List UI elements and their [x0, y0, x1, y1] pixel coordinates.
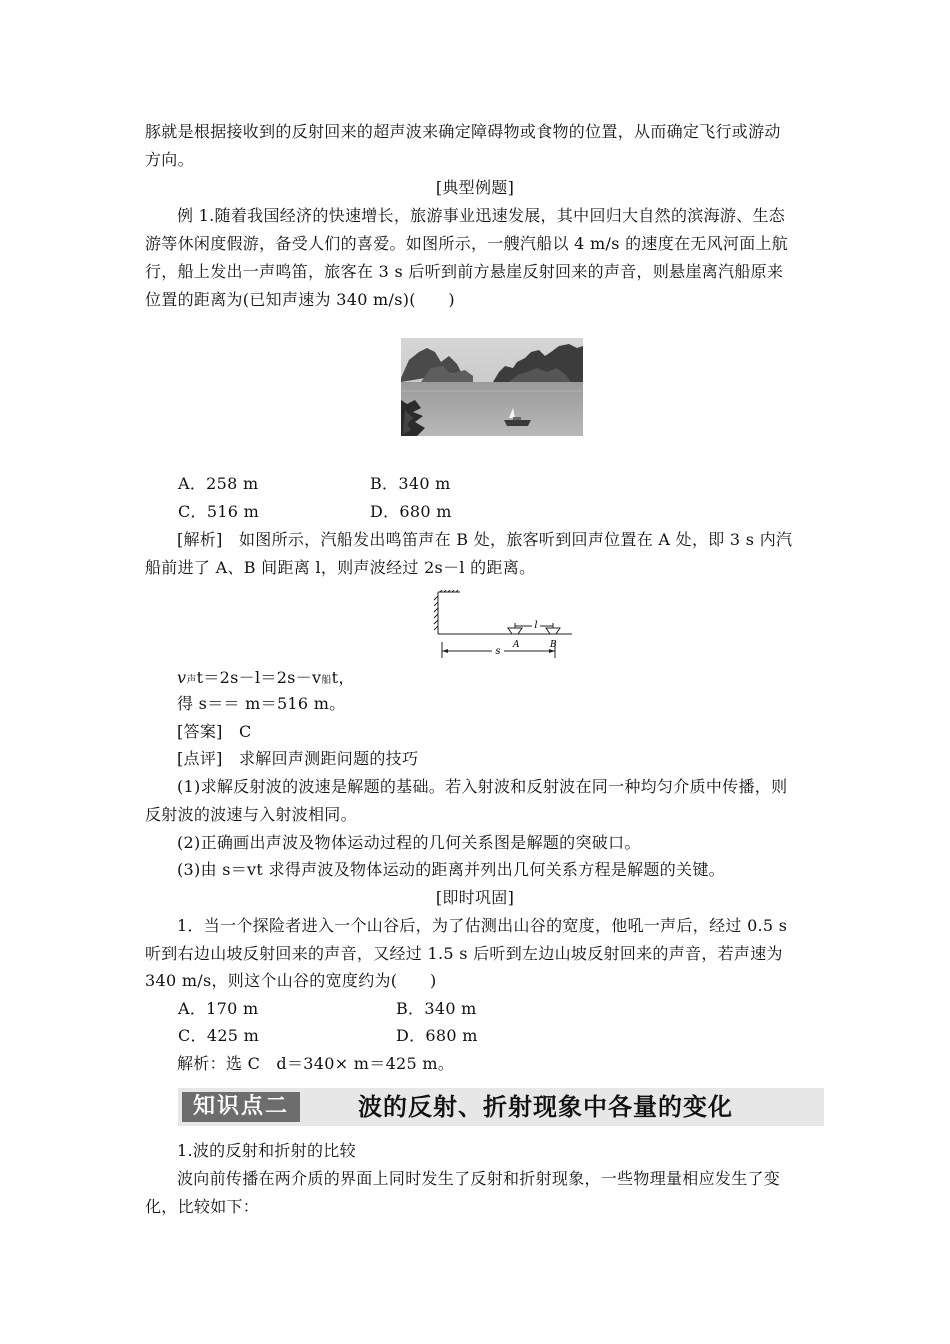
example-option-d: D．680 m	[370, 502, 452, 521]
example-option-c: C．516 m	[178, 502, 260, 521]
comment-heading: [点评] 求解回声测距问题的技巧	[177, 749, 419, 768]
eq-sub-sound: 声	[186, 675, 197, 686]
section-title: 波的反射、折射现象中各量的变化	[358, 1093, 733, 1121]
tip-3: (3)由 s＝vt 求得声波及物体运动的距离并列出几何关系方程是解题的关键。	[177, 860, 725, 879]
practice-question-line-2: 听到右边山坡反射回来的声音，又经过 1.5 s 后听到左边山坡反射回来的声音，若声速为	[145, 944, 783, 963]
section-banner	[178, 1088, 824, 1126]
diagram-label-a: A	[513, 640, 520, 650]
analysis-line-1: [解析] 如图所示，汽船发出鸣笛声在 B 处，旅客听到回声位置在 A 处，即 3 s 内汽	[177, 530, 793, 549]
body-line-2: 化，比较如下：	[145, 1197, 260, 1216]
practice-option-c: C．425 m	[178, 1026, 260, 1045]
practice-heading: [即时巩固]	[435, 888, 515, 907]
example-question-line-3: 行，船上发出一声鸣笛，旅客在 3 s 后听到前方悬崖反射回来的声音，则悬崖离汽船原来	[145, 262, 784, 281]
subsection-heading: 1.波的反射和折射的比较	[177, 1141, 356, 1160]
eq-sub-ship: 船	[321, 675, 332, 686]
example-question-line-2: 游等休闲度假游，备受人们的喜爱。如图所示，一艘汽船以 4 m/s 的速度在无风河面上航	[145, 234, 789, 253]
tip-2: (2)正确画出声波及物体运动过程的几何关系图是解题的突破口。	[177, 833, 641, 852]
section-tag: 知识点二	[182, 1092, 300, 1122]
analysis-line-2: 船前进了 A、B 间距离 l，则声波经过 2s－l 的距离。	[145, 558, 536, 577]
body-line-1: 波向前传播在两介质的界面上同时发生了反射和折射现象，一些物理量相应发生了变	[177, 1169, 781, 1188]
practice-option-b: B．340 m	[396, 999, 477, 1018]
answer-line: [答案] C	[177, 722, 252, 741]
echo-distance-diagram	[430, 590, 580, 660]
tip-1-line-2: 反射波的波速与入射波相同。	[145, 805, 357, 824]
equation-line-2: 得 s＝＝ m＝516 m。	[177, 694, 346, 713]
intro-line-1: 豚就是根据接收到的反射回来的超声波来确定障碍物或食物的位置，从而确定飞行或游动	[145, 122, 781, 141]
eq-middle: t＝2s－l＝2s－v	[196, 668, 322, 687]
cliff-lake-photo	[401, 338, 583, 436]
diagram-label-s: s	[495, 646, 501, 657]
example-option-b: B．340 m	[370, 474, 451, 493]
eq-end: t，	[331, 668, 355, 687]
intro-line-2: 方向。	[145, 150, 194, 169]
diagram-label-l: l	[534, 620, 538, 631]
example-question-line-4: 位置的距离为(已知声速为 340 m/s)( )	[145, 290, 455, 309]
example-heading: [典型例题]	[435, 178, 515, 197]
practice-solution: 解析：选 C d＝340× m＝425 m。	[177, 1054, 455, 1073]
practice-option-d: D．680 m	[396, 1026, 478, 1045]
example-option-a: A．258 m	[178, 474, 259, 493]
eq-var-v: v	[177, 668, 187, 687]
diagram-label-b: B	[550, 640, 557, 650]
practice-option-a: A．170 m	[178, 999, 259, 1018]
practice-question-line-1: 1．当一个探险者进入一个山谷后，为了估测出山谷的宽度，他吼一声后，经过 0.5 s	[177, 916, 788, 935]
tip-1-line-1: (1)求解反射波的波速是解题的基础。若入射波和反射波在同一种均匀介质中传播，则	[177, 777, 788, 796]
practice-question-line-3: 340 m/s，则这个山谷的宽度约为( )	[145, 971, 437, 990]
example-question-line-1: 例 1.随着我国经济的快速增长，旅游事业迅速发展，其中回归大自然的滨海游、生态	[177, 206, 786, 225]
